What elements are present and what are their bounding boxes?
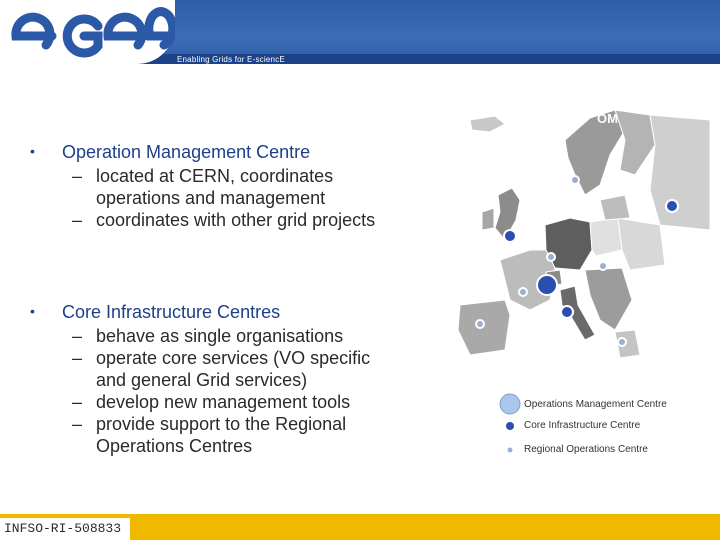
cic-marker-icon [498, 418, 522, 438]
europe-map [450, 100, 710, 360]
bullet-dot: • [30, 303, 35, 319]
bullet-omc [30, 140, 396, 231]
bullet-cic [30, 300, 396, 457]
sub-item: – coordinates with other grid projects [72, 210, 376, 230]
bullet-dot: • [30, 143, 35, 159]
bullet-label: Operation Management Centre [62, 142, 311, 162]
omc-marker-icon [498, 392, 522, 416]
roc-marker-icon [498, 442, 522, 462]
om-label: OM [597, 111, 618, 126]
sub-item: – provide support to the Regional Operations Centres [72, 414, 347, 456]
egee-logo [0, 0, 175, 64]
sub-item: – behave as single organisations [72, 326, 344, 346]
tagline: Enabling Grids for E-sciencE [177, 55, 285, 64]
sub-item: – operate core services (VO specific and general Grid services) [72, 348, 371, 390]
bullet-label: Core Infrastructure Centres [62, 302, 281, 322]
sub-item: – develop new management tools [72, 392, 351, 412]
sub-item: – located at CERN, coordinates operations and management [72, 166, 334, 208]
footer-label: INFSO-RI-508833 [0, 518, 130, 540]
